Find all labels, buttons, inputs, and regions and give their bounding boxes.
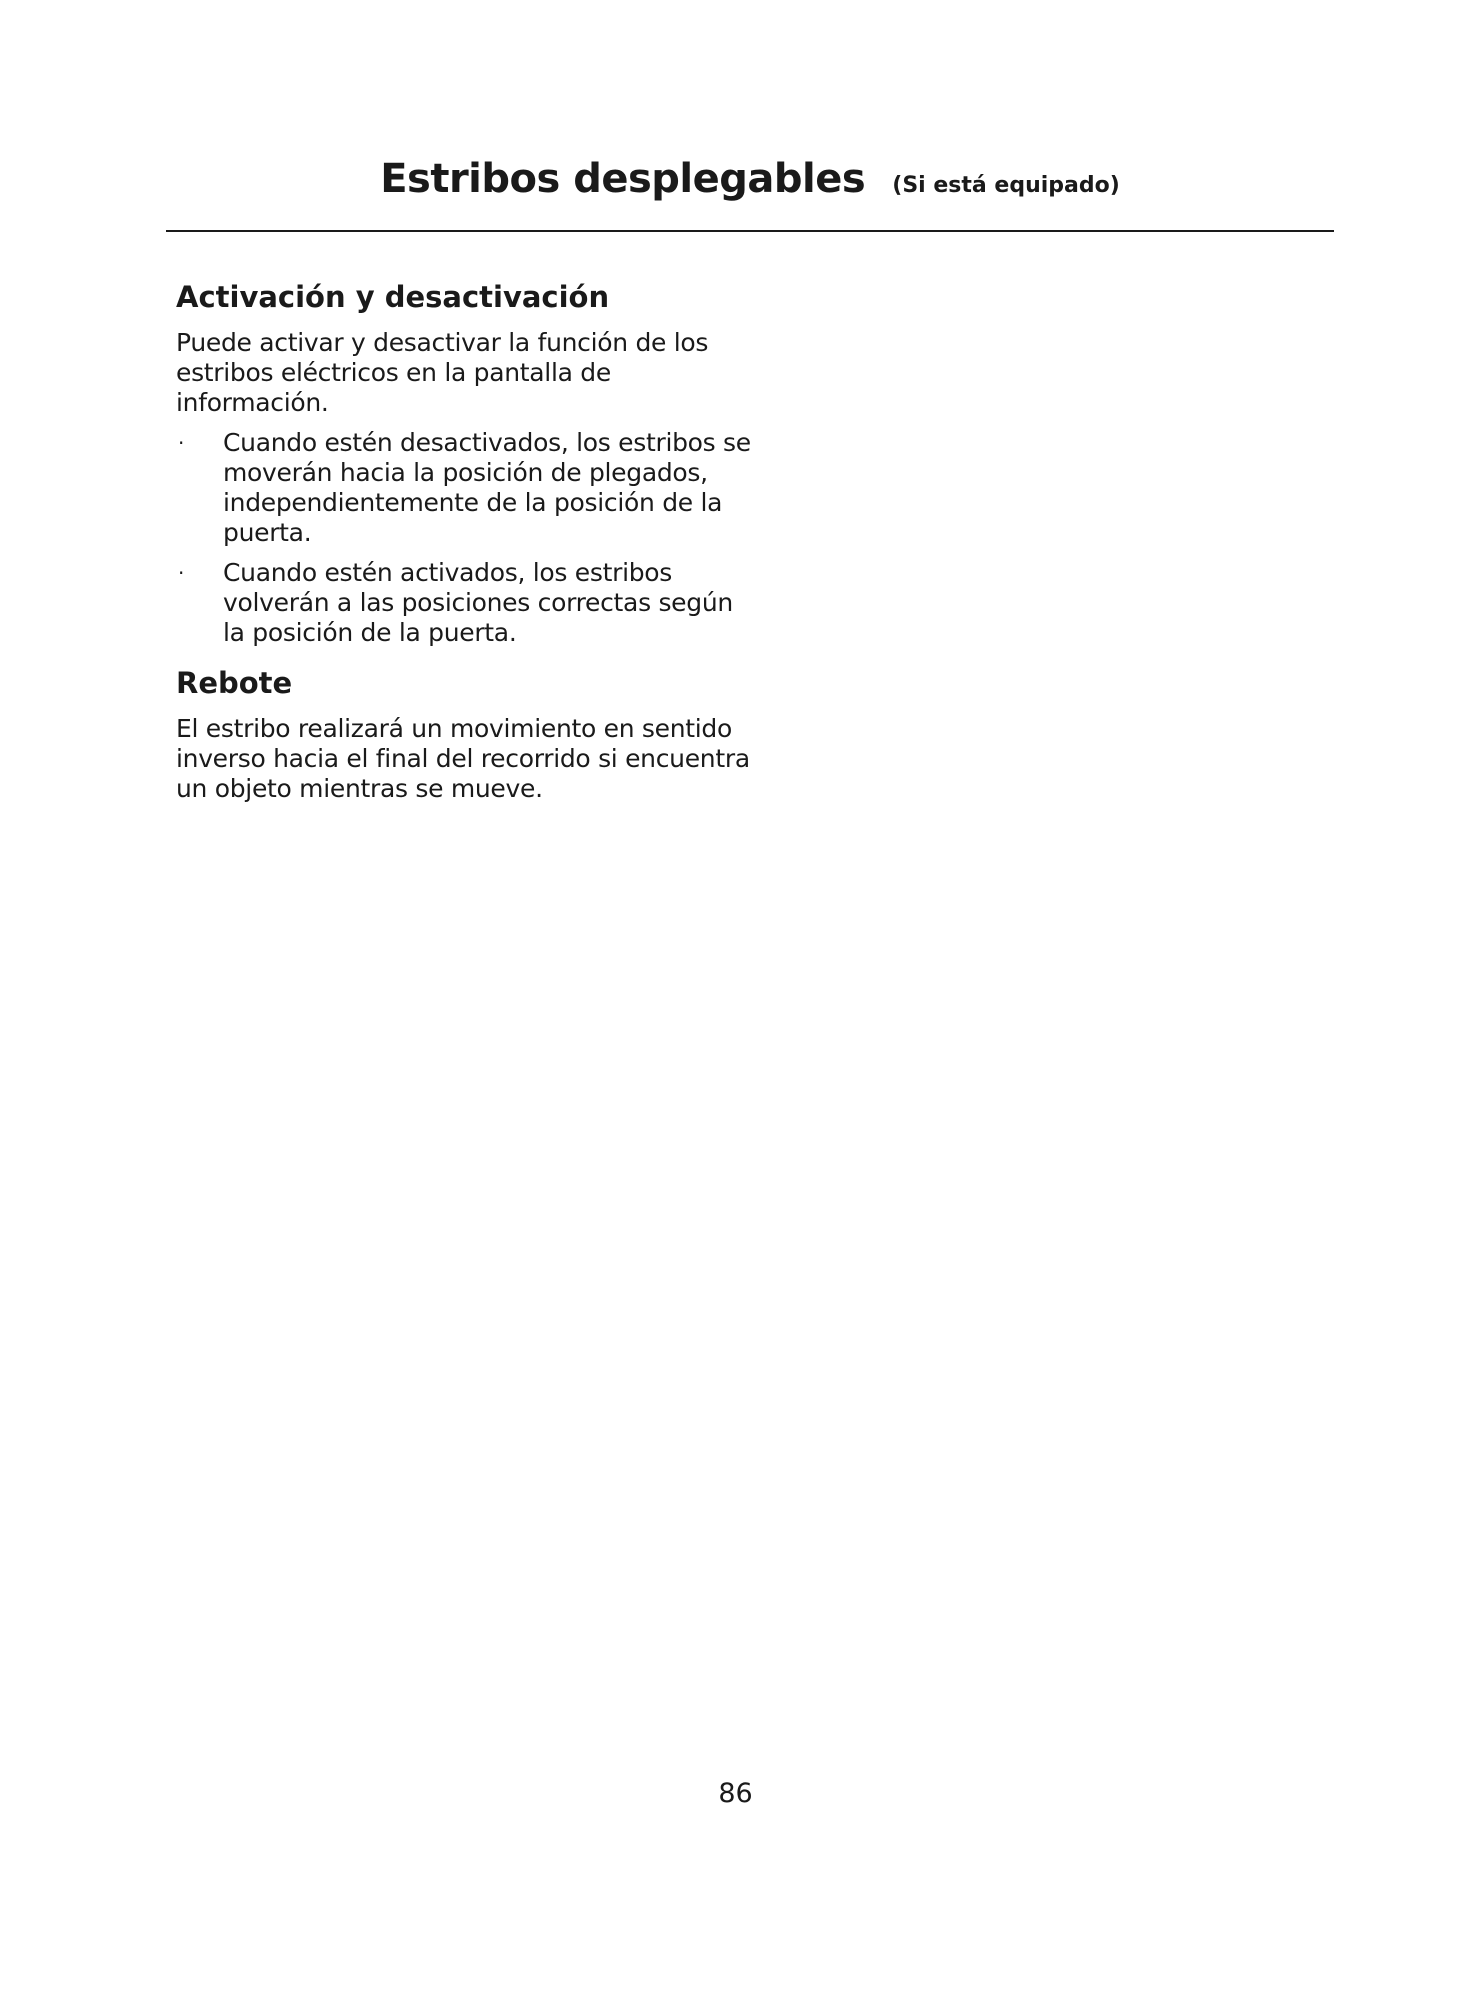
section-heading-rebote: Rebote (176, 666, 293, 700)
bullet-icon: · (178, 561, 185, 585)
bullet-icon: · (178, 431, 185, 455)
activation-bullet-list (176, 428, 756, 648)
section-heading-activation: Activación y desactivación (176, 280, 610, 314)
list-item-text: Cuando estén activados, los estribos volverán a las posiciones correctas según la posición de la puerta. (223, 558, 733, 647)
page-title-qualifier: (Si está equipado) (892, 173, 1120, 198)
header-title-row (166, 156, 1334, 202)
list-item-text: Cuando estén desactivados, los estribos se moverán hacia la posición de plegados, independientemente de la posición de la puerta. (223, 428, 751, 547)
page-number: 86 (718, 1778, 753, 1809)
activation-paragraph: Puede activar y desactivar la función de los estribos eléctricos en la pantalla de información. (176, 328, 709, 417)
page-title: Estribos desplegables (380, 156, 866, 202)
main-content (176, 278, 756, 814)
rebote-paragraph: El estribo realizará un movimiento en sentido inverso hacia el final del recorrido si encuentra un objeto mientras se mueve. (176, 714, 750, 803)
list-item (176, 428, 756, 548)
list-item (176, 558, 756, 648)
page-header (166, 150, 1334, 232)
